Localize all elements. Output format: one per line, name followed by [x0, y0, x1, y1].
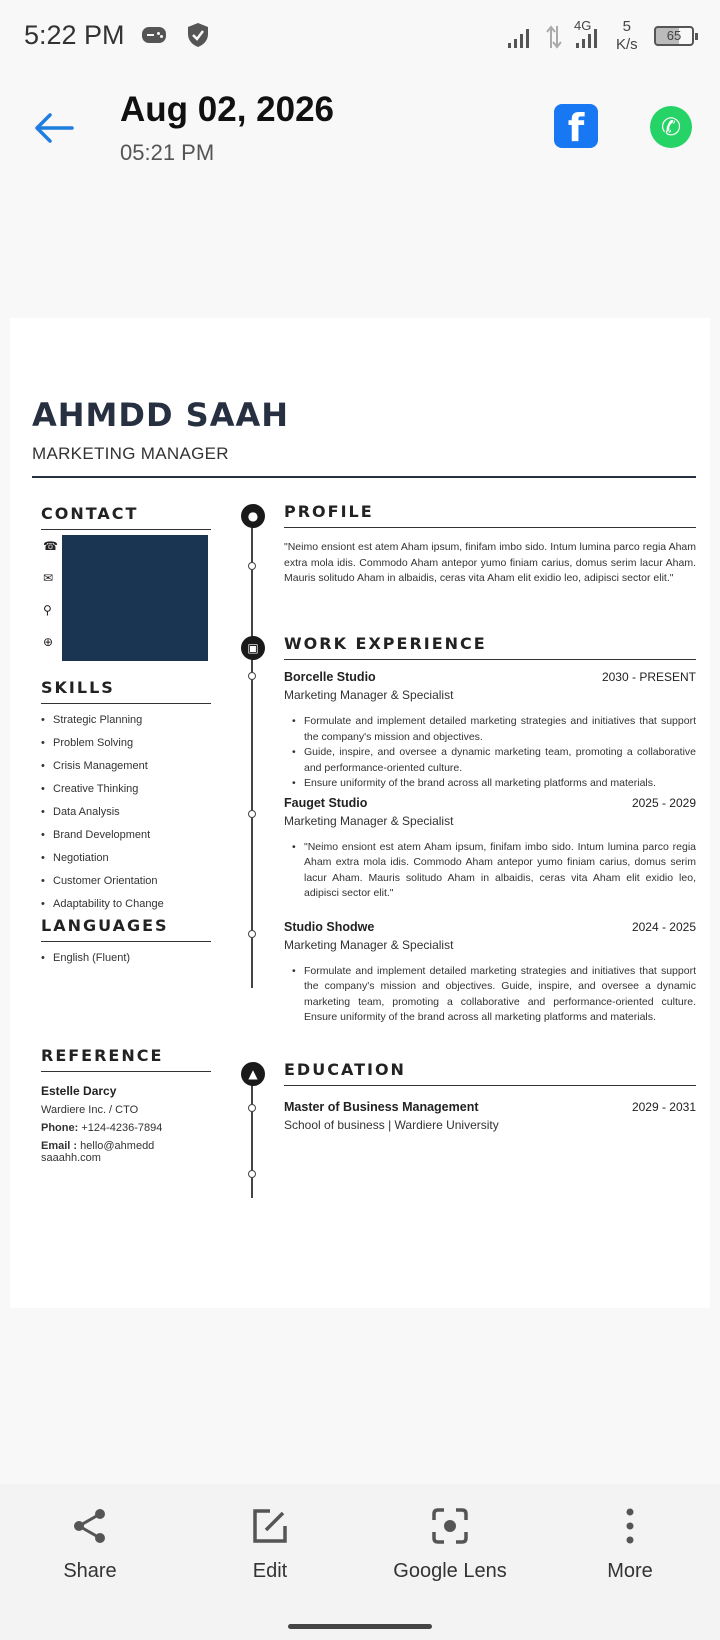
profile-section — [284, 502, 696, 587]
job-dates: 2030 - PRESENT — [601, 670, 696, 684]
reference-email-value: hello@ahmedd saaahh.com — [41, 1140, 155, 1164]
skill-item: • Problem Solving — [41, 735, 211, 758]
skill-item: • Crisis Management — [41, 758, 211, 781]
signal-icon — [508, 28, 529, 48]
share-icon — [70, 1506, 110, 1546]
job-company: Studio Shodwe — [284, 919, 375, 934]
education-school: School of business | Wardiere University — [284, 1118, 499, 1132]
reference-company: Wardiere Inc. / CTO — [41, 1104, 139, 1116]
job-company: Borcelle Studio — [284, 670, 376, 684]
network-speed — [616, 18, 638, 54]
reference-phone-value: +124-4236-7894 — [81, 1122, 163, 1134]
skill-item: • Adaptability to Change — [41, 896, 211, 919]
google-lens-label: Google Lens — [393, 1560, 507, 1582]
work-experience-heading: WORK EXPERIENCE — [284, 634, 696, 660]
timeline-dot — [248, 1170, 256, 1178]
status-time: 5:22 PM — [24, 20, 125, 50]
timeline-line — [251, 1078, 253, 1198]
network-type-label: 4G — [574, 18, 592, 33]
reference-phone — [41, 1122, 211, 1134]
share-label: Share — [63, 1560, 117, 1582]
job-role: Marketing Manager & Specialist — [284, 937, 454, 952]
speed-unit: K/s — [616, 36, 638, 53]
edit-button[interactable] — [190, 1506, 350, 1583]
resume-name: AHMDD SAAH — [32, 396, 290, 434]
timeline-dot — [248, 562, 256, 570]
reference-email-label: Email : — [41, 1140, 78, 1152]
data-arrows-icon — [546, 24, 562, 50]
job-dates: 2025 - 2029 — [631, 795, 696, 810]
language-item: • English (Fluent) — [41, 950, 211, 973]
profile-heading: PROFILE — [284, 502, 696, 528]
reference-section — [41, 1046, 211, 1164]
share-button[interactable] — [10, 1506, 170, 1583]
job-entry — [284, 670, 696, 792]
job-company: Fauget Studio — [284, 795, 368, 810]
briefcase-icon: ▣ — [241, 636, 265, 660]
skill-item: • Data Analysis — [41, 804, 211, 827]
work-experience-section — [284, 634, 696, 1026]
speed-value: 5 — [622, 18, 632, 35]
job-bullet: • Formulate and implement detailed marketing strategies and initiatives that support the company's mission and objectives. Guide, inspire, and oversee a dynamic marketing team, promoting a collaborative and performance-oriented culture. Ensure uniformity of the brand across all marketing platforms and materials. — [304, 964, 696, 1026]
screenshot-date: Aug 02, 2026 — [120, 90, 334, 129]
battery-icon — [654, 26, 694, 46]
google-lens-button[interactable] — [370, 1506, 530, 1583]
education-entry — [284, 1100, 696, 1132]
location-icon: ⚲ — [43, 603, 52, 617]
job-bullets — [284, 964, 696, 1026]
mail-icon: ✉ — [43, 571, 54, 585]
reference-email — [41, 1140, 211, 1164]
resume-image — [10, 318, 710, 1308]
phone-icon: ☎ — [43, 539, 58, 553]
home-indicator[interactable] — [288, 1624, 432, 1629]
job-role: Marketing Manager & Specialist — [284, 813, 454, 828]
job-bullet: • "Neimo ensiont est atem Aham ipsum, finifam imbo sido. Intum lumina parco regia Aham extra mola idis. Commodo Aham antepor yumo finiam carius, domus serim lacur Aham. Mauris solitudo Aham in albaidis, ceras vita Aham elit exidio leo, adipisci sector elit." — [304, 840, 696, 902]
globe-icon: ⊕ — [43, 635, 54, 649]
job-bullet: • Ensure uniformity of the brand across all marketing platforms and materials. — [304, 776, 696, 792]
profile-text: "Neimo ensiont est atem Aham ipsum, finifam imbo sido. Intum lumina parco regia Aham extra mola idis. Commodo Aham antepor yumo finiam carius, domus serim lacur Aham. Mauris solitudo Aham in albaidis, ceras vita Aham elit exidio leo, adipisci sector elit." — [284, 541, 696, 584]
reference-phone-label: Phone: — [41, 1122, 79, 1134]
job-role: Marketing Manager & Specialist — [284, 688, 454, 702]
timeline-dot — [248, 1104, 256, 1112]
more-vertical-icon — [610, 1506, 650, 1546]
battery-percent: 65 — [666, 28, 682, 43]
languages-section — [41, 916, 211, 973]
job-entry — [284, 920, 696, 1026]
status-bar — [0, 0, 720, 72]
timeline-dot — [248, 930, 256, 938]
bottom-action-bar — [0, 1484, 720, 1640]
job-bullet: • Formulate and implement detailed marketing strategies and initiatives that support the company's mission and objectives. — [304, 714, 696, 745]
languages-heading: LANGUAGES — [41, 916, 211, 942]
reference-name: Estelle Darcy — [41, 1084, 117, 1098]
contact-heading: CONTACT — [41, 504, 211, 530]
skill-item: • Creative Thinking — [41, 781, 211, 804]
more-label: More — [607, 1560, 653, 1582]
signal-icon — [576, 28, 597, 48]
timeline-line — [251, 518, 253, 988]
graduation-cap-icon: ▲ — [241, 1062, 265, 1086]
edit-icon — [250, 1506, 290, 1546]
skills-section — [41, 678, 211, 919]
back-arrow-icon[interactable] — [30, 104, 78, 152]
edit-label: Edit — [252, 1560, 288, 1582]
timeline-dot — [248, 810, 256, 818]
job-dates: 2024 - 2025 — [631, 919, 696, 934]
languages-list — [41, 950, 211, 973]
redacted-contact-block — [62, 535, 208, 661]
gamepad-icon — [142, 27, 166, 43]
header-divider — [32, 476, 696, 478]
job-bullets — [284, 840, 696, 902]
facebook-icon[interactable]: f — [554, 104, 598, 148]
skill-item: • Brand Development — [41, 827, 211, 850]
skills-list — [41, 712, 211, 919]
timeline-dot — [248, 672, 256, 680]
education-heading: EDUCATION — [284, 1060, 696, 1086]
reference-heading: REFERENCE — [41, 1046, 211, 1072]
screenshot-time: 05:21 PM — [120, 140, 215, 165]
whatsapp-icon[interactable] — [650, 106, 692, 148]
shield-icon — [186, 22, 210, 48]
lens-icon — [430, 1506, 470, 1546]
skill-item: • Customer Orientation — [41, 873, 211, 896]
more-button[interactable] — [550, 1506, 710, 1583]
education-section — [284, 1060, 696, 1132]
job-bullets — [284, 714, 696, 792]
resume-job-title: MARKETING MANAGER — [32, 444, 229, 463]
education-dates: 2029 - 2031 — [631, 1100, 696, 1114]
skills-heading: SKILLS — [41, 678, 211, 704]
person-icon: ● — [241, 504, 265, 528]
job-entry — [284, 796, 696, 902]
job-bullet: • Guide, inspire, and oversee a dynamic marketing team, promoting a collaborative and performance-oriented culture. — [304, 745, 696, 776]
skill-item: • Negotiation — [41, 850, 211, 873]
education-degree: Master of Business Management — [284, 1100, 479, 1114]
skill-item: • Strategic Planning — [41, 712, 211, 735]
